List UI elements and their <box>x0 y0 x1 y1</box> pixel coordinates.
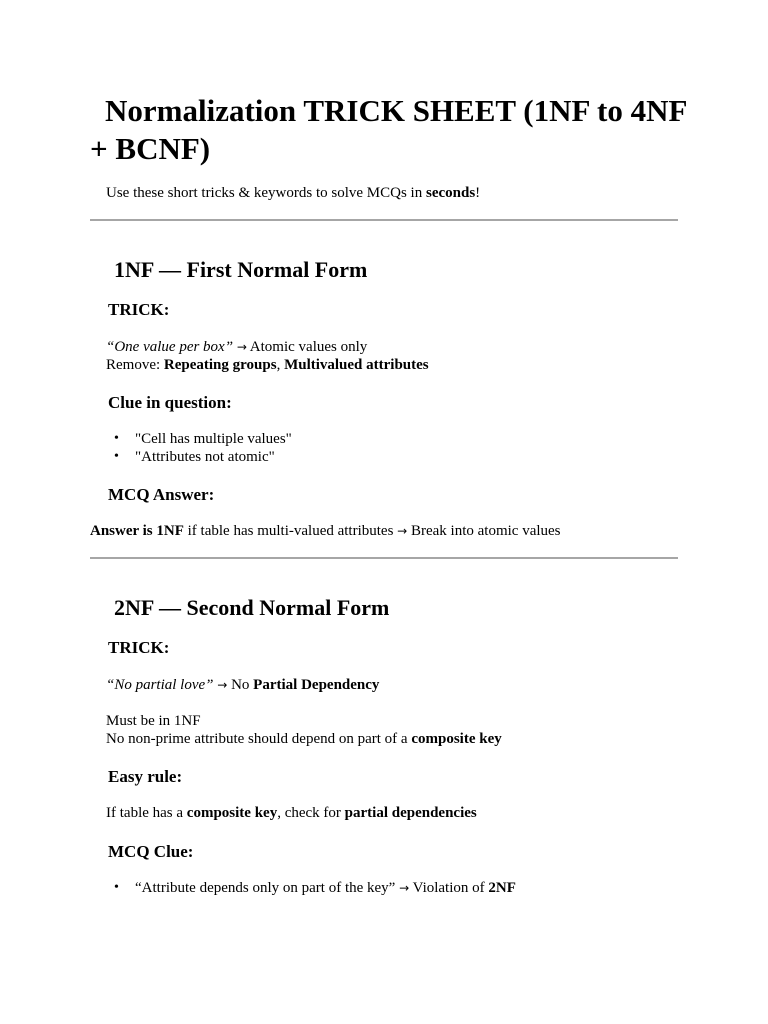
nonprime-bold: composite key <box>411 731 502 747</box>
divider <box>90 219 678 221</box>
page-title: Normalization TRICK SHEET (1NF to 4NF + BCNF) <box>90 93 687 166</box>
trick-quote-2nf: “No partial love” <box>106 677 214 693</box>
remove-sep: , <box>276 357 285 373</box>
easy-text-1: If table has a <box>106 805 187 821</box>
arrow-icon: → <box>236 340 247 354</box>
trick-quote-1nf: “One value per box” <box>106 339 234 355</box>
mcq-clue-label-2nf: MCQ Clue: <box>108 842 194 861</box>
intro-bold: seconds <box>425 185 476 201</box>
remove-line-1nf <box>106 356 429 374</box>
clue-bold-2nf: 2NF <box>488 880 516 896</box>
clue-mid-2nf: Violation of <box>409 880 489 896</box>
trick-label-2nf: TRICK: <box>108 638 170 657</box>
section-1nf-heading: 1NF — First Normal Form <box>114 257 368 282</box>
divider <box>90 557 678 559</box>
intro-text <box>106 184 480 202</box>
trick-label-1nf: TRICK: <box>108 300 170 319</box>
section-2nf-heading: 2NF — Second Normal Form <box>114 595 390 620</box>
trick-line-2nf <box>106 676 379 694</box>
remove-label: Remove: <box>106 357 164 373</box>
trick-rest-1nf: Atomic values only <box>246 339 368 355</box>
clue-list-1nf <box>106 430 292 466</box>
easy-bold-2: partial dependencies <box>344 805 477 821</box>
easy-rule-line <box>106 804 477 822</box>
clue-list-2nf <box>106 879 516 897</box>
nonprime-text: No non-prime attribute should depend on part of a <box>106 731 412 747</box>
easy-text-2: , check for <box>277 805 345 821</box>
trick-no-2nf: No <box>227 677 254 693</box>
answer-rest-1nf: if table has multi-valued attributes <box>183 523 398 539</box>
arrow-icon: → <box>399 881 410 895</box>
must-line-2nf: Must be in 1NF <box>106 713 201 729</box>
intro-end: ! <box>475 185 481 201</box>
remove-item-2: Multivalued attributes <box>284 357 429 373</box>
clue-label-1nf: Clue in question: <box>108 393 232 412</box>
nonprime-line-2nf <box>106 730 502 748</box>
arrow-icon: → <box>397 524 408 538</box>
intro-body: Use these short tricks & keywords to solve MCQs in <box>106 185 426 201</box>
answer-line-1nf <box>90 522 561 540</box>
list-item: • "Attributes not atomic" <box>106 448 292 466</box>
answer-bold-1nf: Answer is 1NF <box>90 523 184 539</box>
trick-line-1nf <box>106 338 367 356</box>
clue-text-2nf: “Attribute depends only on part of the key” <box>135 880 400 896</box>
list-item: • "Cell has multiple values" <box>106 430 292 448</box>
list-item <box>106 879 516 897</box>
trick-bold-2nf: Partial Dependency <box>253 677 380 693</box>
remove-item-1: Repeating groups <box>163 357 277 373</box>
arrow-icon: → <box>217 678 228 692</box>
easy-rule-label: Easy rule: <box>108 767 183 786</box>
answer-end-1nf: Break into atomic values <box>407 523 561 539</box>
mcq-label-1nf: MCQ Answer: <box>108 485 215 504</box>
easy-bold-1: composite key <box>186 805 278 821</box>
